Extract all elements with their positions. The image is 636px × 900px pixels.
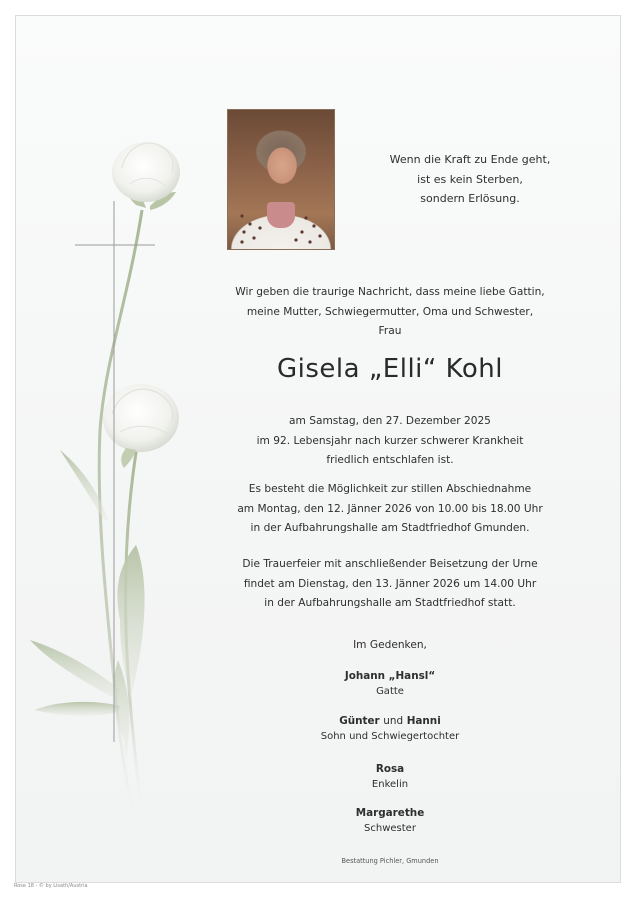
quote (370, 150, 570, 209)
quote-line: sondern Erlösung. (420, 192, 520, 205)
mourner-name: Hanni (406, 715, 441, 727)
funeral-home: Bestattung Pichler, Gmunden (341, 857, 439, 865)
viewing-line: am Montag, den 12. Jänner 2026 von 10.00 bis 18.00 Uhr (237, 502, 543, 515)
image-credit: Rose 18 - © by Lisath/Austria (14, 883, 88, 889)
portrait-photo (227, 109, 335, 250)
viewing-info (200, 480, 580, 539)
death-line: friedlich entschlafen ist. (326, 454, 454, 467)
quote-line: Wenn die Kraft zu Ende geht, (389, 153, 551, 166)
in-memory-heading: Im Gedenken, (353, 639, 427, 651)
intro-line: Wir geben die traurige Nachricht, dass meine liebe Gattin, (235, 286, 545, 298)
funeral-line: Die Trauerfeier mit anschließender Beisetzung der Urne (242, 558, 538, 570)
deceased-name: Gisela „Elli“ Kohl (276, 354, 503, 384)
mourner-name: Günter (339, 715, 380, 727)
mourner-name: Rosa (375, 763, 405, 775)
quote-line: ist es kein Sterben, (417, 172, 523, 186)
mourner-entry (200, 668, 580, 700)
intro-line: meine Mutter, Schwiegermutter, Oma und Schwester, (246, 305, 534, 318)
viewing-line: in der Aufbahrungshalle am Stadtfriedhof Gmunden. (250, 522, 530, 535)
viewing-line: Es besteht die Möglichkeit zur stillen Abschiednahme (248, 483, 532, 495)
funeral-line: in der Aufbahrungshalle am Stadtfriedhof statt. (264, 597, 516, 610)
funeral-line: findet am Dienstag, den 13. Jänner 2026 um 14.00 Uhr (243, 577, 537, 590)
mourner-names (200, 713, 580, 729)
mourner-role: Gatte (376, 686, 404, 697)
mourner-entry (200, 713, 580, 745)
mourner-name: Johann „Hansl“ (344, 670, 436, 682)
death-notice (200, 412, 580, 471)
mourner-role: Sohn und Schwiegertochter (320, 731, 460, 742)
mourner-entry (200, 805, 580, 837)
death-line: am Samstag, den 27. Dezember 2025 (289, 415, 491, 427)
announcement-intro (200, 283, 580, 342)
mourner-role: Schwester (364, 823, 416, 834)
mourner-entry (200, 761, 580, 793)
intro-line: Frau (378, 325, 402, 337)
mourner-name: Margarethe (355, 807, 425, 819)
death-line: im 92. Lebensjahr nach kurzer schwerer Krankheit (256, 434, 524, 447)
mourner-connector: und (383, 715, 404, 727)
portrait-cardigan-pattern (236, 208, 326, 248)
mourner-role: Enkelin (371, 779, 409, 790)
funeral-info (200, 555, 580, 614)
